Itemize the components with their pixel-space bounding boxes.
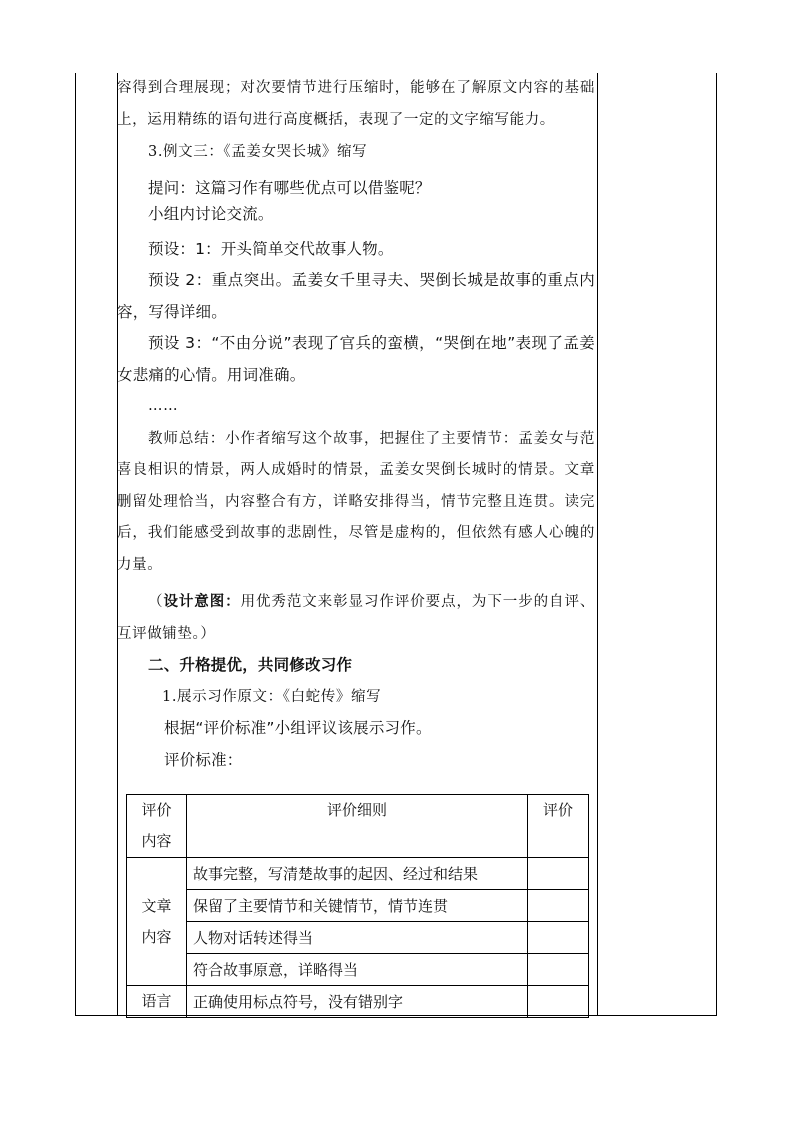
design-intent xyxy=(117,586,595,650)
teacher-summary: 教师总结：小作者缩写这个故事，把握住了主要情节：孟姜女与范喜良相识的情景，两人成婚时的情景，孟姜女哭倒长城时的情景。文章删留处理恰当，内容整合有方，详略安排得当，情节完整且连贯。读完后，我们能感受到故事的悲剧性，尽管是虚构的，但依然有感人心魄的力量。 xyxy=(117,430,595,573)
preset-2: 预设 2：重点突出。孟姜女千里寻夫、哭倒长城是故事的重点内容，写得详细。 xyxy=(117,271,595,321)
table-header-row xyxy=(127,795,589,858)
question-text: 提问：这篇习作有哪些优点可以借鉴呢？ xyxy=(148,178,431,197)
example-three-heading: 3.例文三：《孟姜女哭长城》缩写 xyxy=(148,144,368,160)
table-row xyxy=(127,922,589,954)
preset-3: 预设 3：“不由分说”表现了官兵的蛮横，“哭倒在地”表现了孟姜女悲痛的心情。用词准确。 xyxy=(117,334,595,384)
category-article-content xyxy=(127,858,187,986)
header-criteria-cell: 评价细则 xyxy=(187,795,528,858)
criteria-label: 评价标准： xyxy=(164,750,243,769)
header-content-line2: 内容 xyxy=(141,832,172,850)
category-line2: 内容 xyxy=(141,927,172,946)
evaluation-table xyxy=(126,794,589,1018)
section-two-heading: 二、升格提优，共同修改习作 xyxy=(148,656,353,674)
group-discussion-text: 小组内讨论交流。 xyxy=(148,204,274,223)
header-score-cell: 评价 xyxy=(528,795,589,858)
show-original-heading: 1.展示习作原文：《白蛇传》缩写 xyxy=(162,688,382,705)
table-row xyxy=(127,954,589,986)
table-row xyxy=(127,890,589,922)
score-cell xyxy=(528,890,589,922)
criterion-cell: 故事完整，写清楚故事的起因、经过和结果 xyxy=(187,858,528,890)
column-divider-right xyxy=(597,73,598,1016)
score-cell xyxy=(528,986,589,1018)
table-row xyxy=(127,858,589,890)
criterion-cell: 保留了主要情节和关键情节，情节连贯 xyxy=(187,890,528,922)
design-intent-open: （ xyxy=(148,594,164,610)
category-line1: 文章 xyxy=(141,896,172,915)
ellipsis: …… xyxy=(148,398,179,414)
design-intent-text: 用优秀范文来彰显习作评价要点，为下一步的自评、互评做铺垫。） xyxy=(117,594,595,642)
lesson-content xyxy=(117,73,595,776)
header-content-line1: 评价 xyxy=(141,801,172,819)
category-language: 语言 xyxy=(127,986,187,1018)
score-cell xyxy=(528,858,589,890)
score-cell xyxy=(528,922,589,954)
table-row xyxy=(127,986,589,1018)
header-content-cell xyxy=(127,795,187,858)
score-cell xyxy=(528,954,589,986)
criterion-cell: 符合故事原意，详略得当 xyxy=(187,954,528,986)
criterion-cell: 正确使用标点符号，没有错别字 xyxy=(187,986,528,1018)
criterion-cell: 人物对话转述得当 xyxy=(187,922,528,954)
paragraph-continuation: 容得到合理展现；对次要情节进行压缩时，能够在了解原文内容的基础上，运用精练的语句进行高度概括，表现了一定的文字缩写能力。 xyxy=(117,80,595,128)
preset-1: 预设：1：开头简单交代故事人物。 xyxy=(148,239,394,258)
design-intent-label: 设计意图： xyxy=(163,593,241,610)
group-review-instruction: 根据“评价标准”小组评议该展示习作。 xyxy=(164,719,432,737)
